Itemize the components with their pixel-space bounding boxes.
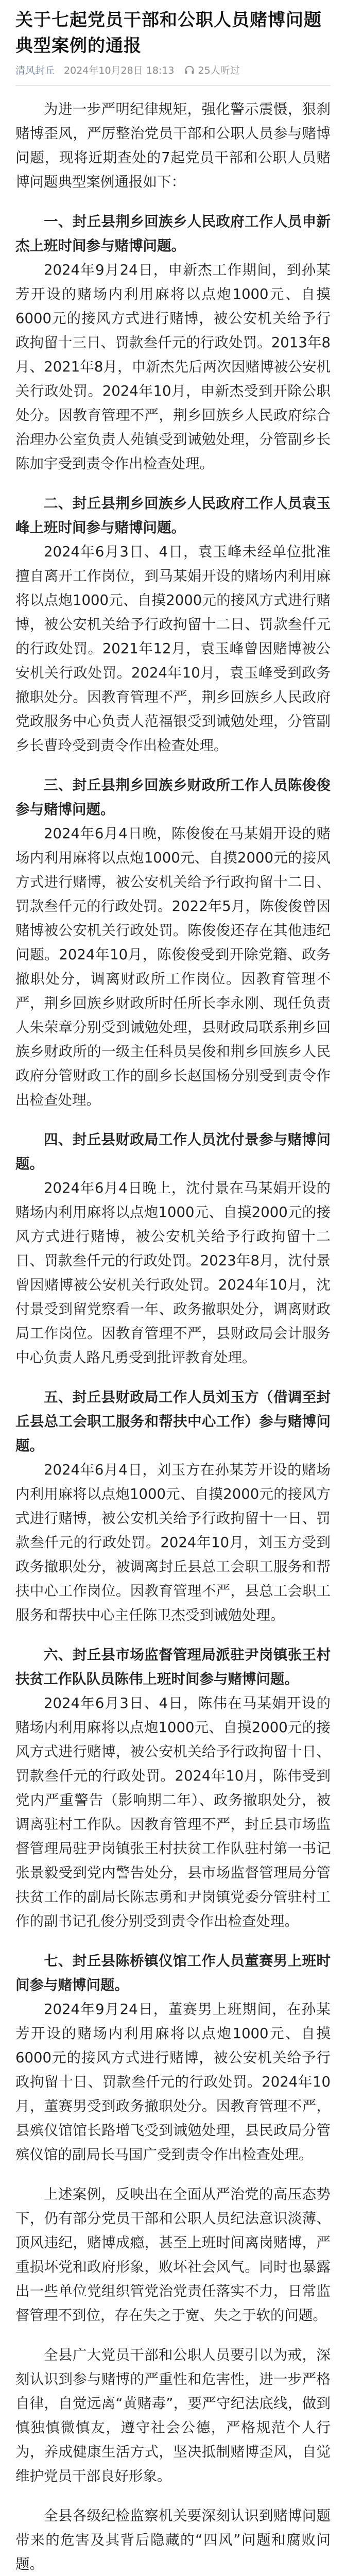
case-body: 2024年6月3日、4日，陈伟在马某娟开设的赌场内利用麻将以点炮1000元、自摸2000元的接风方式进行赌博，被公安机关给予行政拘留十日、罚款叁仟元的行政处罚。2024年10月，陈伟受到党内严重警告（影响期二年）、政务撤职处分，被调离驻村工作队。因教育管理不严，封丘县市场监督管理局驻尹岗镇张王村扶贫工作队驻村第一书记张景毅受到党内警告处分，县市场监督管理局分管扶贫工作的副局长陈志勇和尹岗镇党委分管驻村工作的副书记孔俊分别受到责令作出检查处理。 [15,1695,331,1929]
case-title: 五、封丘县财政局工作人员刘玉方（借调至封丘县总工会职工服务和帮扶中心工作）参与赌博问题。 [15,1389,331,1454]
case-title: 七、封丘县陈桥镇仪馆工作人员董赛男上班时间参与赌博问题。 [15,1953,331,1993]
case-5 [15,1385,331,1628]
case-title: 二、封丘县荆乡回族乡人民政府工作人员袁玉峰上班时间参与赌博问题。 [15,495,331,536]
case-body: 2024年9月24日，董赛男上班期间，在孙某芳开设的赌场内利用麻将以点炮1000元、自摸6000元的接风方式进行赌博，被公安机关给予行政拘留十日、罚款叁仟元的行政处罚。2024年10月，董赛男受到政务撤职处分。因教育管理不严，县殡仪馆馆长路增飞受到诫勉处理，县民政局分管殡仪馆的副局长马国广受到责令作出检查处理。 [15,2001,331,2163]
case-title: 四、封丘县财政局工作人员沈付景参与赌博问题。 [15,1131,331,1172]
case-3 [15,773,331,1112]
intro-paragraph: 为进一步严明纪律规矩，强化警示震慑，狠刹赌博歪风，严厉整治党员干部和公职人员参与赌博问题，现将近期查处的7起党员干部和公职人员赌博问题典型案例通报如下： [15,101,331,190]
divider [15,85,331,86]
case-title: 一、封丘县荆乡回族乡人民政府工作人员申新杰上班时间参与赌博问题。 [15,213,331,254]
case-title: 六、封丘县市场监督管理局派驻尹岗镇张王村扶贫工作队队员陈伟上班时间参与赌博问题。 [15,1647,331,1687]
views-indicator[interactable] [184,63,240,77]
case-1 [15,210,331,476]
case-body: 2024年6月3日、4日，袁玉峰未经单位批准擅自离开工作岗位，到马某娟开设的赌场内利用麻将以点炮1000元、自摸2000元的接风方式进行赌博，被公安机关给予行政拘留十二日、罚款叁仟元的行政处罚。2021年12月，袁玉峰曾因赌博被公安机关行政处罚。2024年10月，袁玉峰受到政务撤职处分。因教育管理不严，荆乡回族乡人民政府党政服务中心负责人范福银受到诫勉处理，分管副乡长曹玲受到责令作出检查处理。 [15,544,331,754]
case-body: 2024年6月4日晚，陈俊俊在马某娟开设的赌场内利用麻将以点炮1000元、自摸2000元的接风方式进行赌博，被公安机关给予行政拘留十二日、罚款叁仟元的行政处罚。2022年5月，陈俊俊曾因赌博被公安机关行政处罚。陈俊俊还存在其他违纪问题。2024年10月，陈俊俊受到开除党籍、政务撤职处分，调离财政所工作岗位。因教育管理不严，荆乡回族乡财政所时任所长李永刚、现任负责人朱荣章分别受到诫勉处理，县财政局联系荆乡回族乡财政所的一级主任科员吴俊和荆乡回族乡人民政府分管财政工作的副乡长赵国杨分别受到责令作出检查处理。 [15,825,331,1108]
case-title: 三、封丘县荆乡回族乡财政所工作人员陈俊俊参与赌博问题。 [15,777,331,818]
case-body: 2024年6月4日晚上，沈付景在马某娟开设的赌场内利用麻将以点炮1000元、自摸2000元的接风方式进行赌博，被公安机关给予行政拘留十二日、罚款叁仟元的行政处罚。2023年8月，沈付景曾因赌博被公安机关行政处罚。2024年10月，沈付景受到留党察看一年、政务撤职处分，调离财政局工作岗位。因教育管理不严，县财政局会计服务中心负责人路凡勇受到批评教育处理。 [15,1180,331,1366]
article-body [0,97,346,2576]
closing-paragraph: 全县各级纪检监察机关要深刻认识到赌博问题带来的危害及其背后隐藏的“四风”问题和腐败问题。 [15,2507,331,2572]
article-meta [0,59,346,85]
case-body: 2024年9月24日，申新杰工作期间，到孙某芳开设的赌场内利用麻将以点炮1000元、自摸6000元的接风方式进行赌博，被公安机关给予行政拘留十三日、罚款叁仟元的行政处罚。2013年8月、2021年8月，申新杰先后两次因赌博被公安机关行政处罚。2024年10月，申新杰受到开除公职处分。因教育管理不严，荆乡回族乡人民政府综合治理办公室负责人苑镇受到诫勉处理，分管副乡长陈加宇受到责令作出检查处理。 [15,262,331,472]
headphones-icon [184,64,195,76]
article-source[interactable]: 清风封丘 [15,65,55,76]
case-2 [15,492,331,758]
requirement-paragraph: 全县广大党员干部和公职人员要引以为戒，深刻认识到参与赌博的严重性和危害性，进一步严格自律，自觉远离“黄赌毒”，要严守纪法底线，做到慎独慎微慎友，遵守社会公德，严格规范个人行为，养成健康生活方式，坚决抵制赌博歪风，自觉维护党员干部良好形象。 [15,2347,331,2484]
case-6 [15,1643,331,1934]
views-count: 25人听过 [198,65,240,76]
case-body: 2024年6月4日，刘玉方在孙某芳开设的赌场内利用麻将以点炮1000元、自摸2000元的接风方式进行赌博，被公安机关给予行政拘留十一日、罚款叁仟元的行政处罚。2024年10月，刘玉方受到政务撤职处分，被调离封丘县总工会职工服务和帮扶中心工作岗位。因教育管理不严，县总工会职工服务和帮扶中心主任陈卫杰受到诫勉处理。 [15,1462,331,1623]
analysis-paragraph: 上述案例，反映出在全面从严治党的高压态势下，仍有部分党员干部和公职人员纪法意识淡薄、顶风违纪，赌博成瘾，甚至上班时间离岗赌博，严重损坏党和政府形象，败坏社会风气。同时也暴露出一些单位党组织管党治党责任落实不力，日常监督管理不到位，存在失之于宽、失之于软的问题。 [15,2186,331,2324]
article-datetime: 2024年10月28日 18:13 [64,65,175,76]
case-4 [15,1128,331,1370]
article-title: 关于七起党员干部和公职人员赌博问题典型案例的通报 [15,10,322,56]
case-7 [15,1949,331,2167]
